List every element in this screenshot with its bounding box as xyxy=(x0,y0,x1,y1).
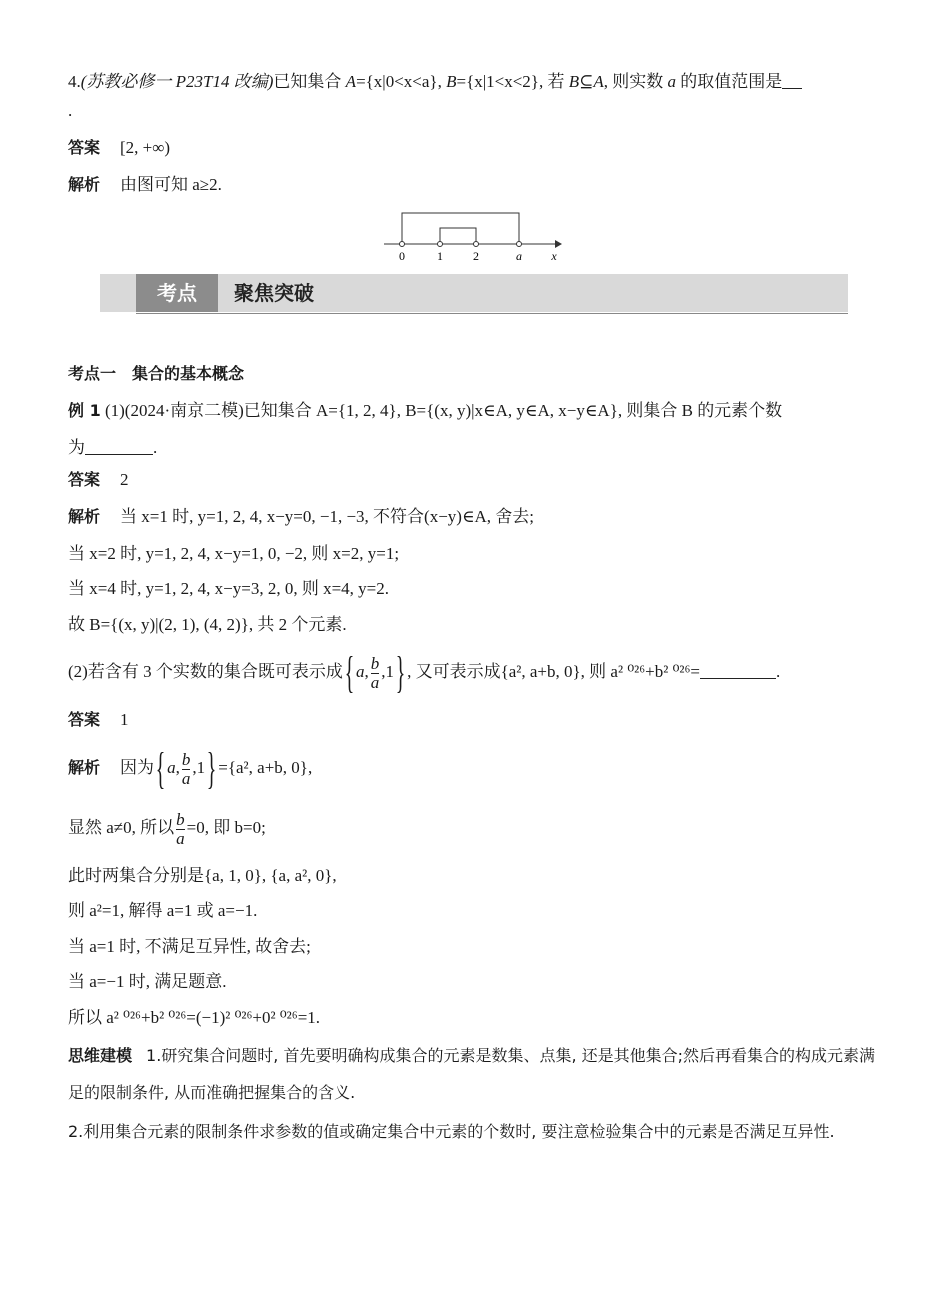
banner-tag: 考点 xyxy=(136,274,218,312)
solution2-line6: 当 a=−1 时, 满足题意. xyxy=(68,972,227,991)
tick-0: 0 xyxy=(399,249,405,263)
banner-title: 聚焦突破 xyxy=(234,281,314,305)
fraction-b-over-a-3: $\frac{b}{a}$ xyxy=(176,809,185,848)
tick-1: 1 xyxy=(437,249,443,263)
axis-x: x xyxy=(551,249,557,263)
solution2-line5: 当 a=1 时, 不满足互异性, 故舍去; xyxy=(68,937,311,956)
thinking-model-p2: 2.利用集合元素的限制条件求参数的值或确定集合中元素的个数时, 要注意检验集合中的元素是否满足互异性. xyxy=(68,1122,835,1141)
thinking-model-p1: 思维建模 1.研究集合问题时, 首先要明确构成集合的元素是数集、点集, 还是其他集合;然后再看集合的构成元素满足的限制条件, 从而准确把握集合的含义. xyxy=(68,1046,876,1102)
fraction-b-over-a: $\frac{b}{a}$ xyxy=(370,653,380,692)
example1-answer2: 答案 1 xyxy=(68,710,129,729)
solution2-line7: 所以 a² ⁰²⁶+b² ⁰²⁶=(−1)² ⁰²⁶+0² ⁰²⁶=1. xyxy=(68,1008,321,1027)
number-line-figure xyxy=(380,205,570,265)
solution2-line2: 显然 a≠0, 所以 $\frac{b}{a}$ =0, 即 b=0; xyxy=(68,809,266,848)
fraction-b-over-a-2: $\frac{b}{a}$ xyxy=(181,749,191,788)
solution1-line1: 解析 当 x=1 时, y=1, 2, 4, x−y=0, −1, −3, 不符合(x−y)∈A, 舍去; xyxy=(68,507,535,526)
section-banner xyxy=(100,274,848,314)
solution2-line3: 此时两集合分别是{a, 1, 0}, {a, a², 0}, xyxy=(68,866,337,885)
q4-answer: 答案 [2, +∞) xyxy=(68,138,171,157)
q4-stem: 4.(苏教必修一 P23T14 改编)已知集合 A={x|0<x<a}, B={x|1<x<2}, 若 B⊆A, 则实数 a 的取值范围是 xyxy=(68,71,802,93)
q4-analysis: 解析 由图可知 a≥2. xyxy=(68,175,222,194)
solution1-line3: 当 x=4 时, y=1, 2, 4, x−y=3, 2, 0, 则 x=4, y=2. xyxy=(68,579,390,598)
example1-part1-stem: 例 1 (1)(2024·南京二模)已知集合 A={1, 2, 4}, B={(x, y)|x∈A, y∈A, x−y∈A}, 则集合 B 的元素个数 xyxy=(68,401,783,420)
tick-a: a xyxy=(516,249,522,263)
q4-period: . xyxy=(68,101,73,120)
topic-heading: 考点一 集合的基本概念 xyxy=(68,364,245,383)
example1-part2-stem: (2)若含有 3 个实数的集合既可表示成{ a, $\frac{b}{a}$ ,1} , 又可表示成{a², a+b, 0}, 则 a² ⁰²⁶+b² ⁰²⁶= . xyxy=(68,648,781,698)
example1-answer1: 答案 2 xyxy=(68,470,129,489)
solution1-line4: 故 B={(x, y)|(2, 1), (4, 2)}, 共 2 个元素. xyxy=(68,615,347,634)
solution2-line1: 解析 因为{ a, $\frac{b}{a}$ ,1} ={a², a+b, 0}, xyxy=(68,744,313,794)
example1-part1-tail: 为 . xyxy=(68,438,158,457)
solution2-line4: 则 a²=1, 解得 a=1 或 a=−1. xyxy=(68,901,258,920)
solution1-line2: 当 x=2 时, y=1, 2, 4, x−y=1, 0, −2, 则 x=2, y=1; xyxy=(68,544,400,563)
tick-2: 2 xyxy=(473,249,479,263)
